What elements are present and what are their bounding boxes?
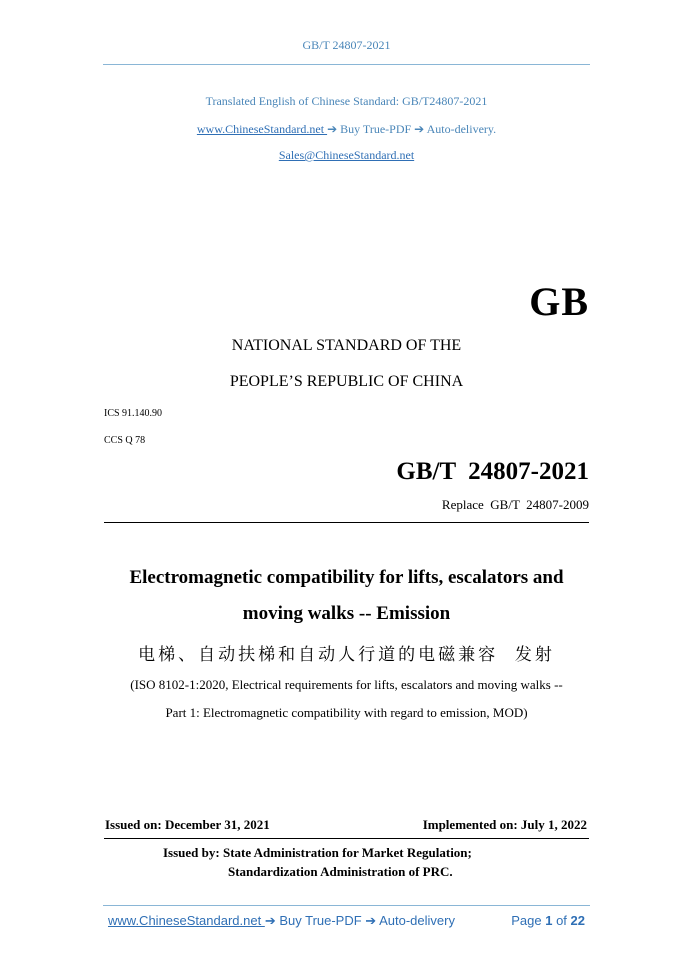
chinese-title: 电梯、自动扶梯和自动人行道的电磁兼容 发射 [138, 645, 555, 665]
iso-reference-line1: (ISO 8102-1:2020, Electrical requirements for lifts, escalators and moving walks -- [130, 677, 563, 692]
page-label: Page [511, 913, 546, 928]
arrow-icon: ➔ [365, 913, 377, 928]
purchase-line [0, 122, 693, 137]
gb-logo: GB [529, 279, 589, 324]
translation-notice: Translated English of Chinese Standard: GB/T24807-2021 [205, 94, 488, 108]
issuer-line1: Issued by: State Administration for Market Regulation; [163, 845, 472, 860]
dates-rule [104, 838, 589, 839]
ccs-code: CCS Q 78 [104, 435, 146, 446]
buy-text: Buy True-PDF [337, 122, 415, 136]
footer-site-link[interactable]: www.ChineseStandard.net [108, 913, 265, 928]
title-rule [104, 522, 589, 523]
of-label: of [552, 913, 571, 928]
implemented-date: Implemented on: July 1, 2022 [422, 817, 587, 832]
arrow-icon: ➔ [414, 122, 425, 136]
footer-purchase-line [108, 913, 455, 929]
replace-note: Replace GB/T 24807-2009 [441, 497, 589, 512]
footer-buy-text: Buy True-PDF [275, 913, 366, 928]
ics-code: ICS 91.140.90 [104, 408, 163, 419]
standard-number: GB/T 24807-2021 [396, 458, 589, 485]
page-indicator [511, 913, 585, 928]
issuer-line2: Standardization Administration of PRC. [228, 864, 453, 879]
document-title-line2: moving walks -- Emission [242, 603, 451, 624]
arrow-icon: ➔ [264, 913, 276, 928]
national-standard-line2: PEOPLE’S REPUBLIC OF CHINA [229, 373, 464, 390]
email-link[interactable]: Sales@ChineseStandard.net [278, 148, 415, 162]
iso-reference-line2: Part 1: Electromagnetic compatibility with regard to emission, MOD) [165, 705, 528, 720]
document-title-line1: Electromagnetic compatibility for lifts, escalators and [129, 567, 564, 588]
auto-delivery-text: Auto-delivery. [424, 122, 497, 136]
page-total: 22 [570, 913, 585, 928]
email-line [0, 148, 693, 163]
page-number: 1 [545, 913, 553, 928]
arrow-icon: ➔ [327, 122, 338, 136]
header-code: GB/T 24807-2021 [302, 38, 391, 52]
site-link[interactable]: www.ChineseStandard.net [196, 122, 328, 136]
footer-rule [103, 905, 590, 906]
issued-date: Issued on: December 31, 2021 [105, 817, 270, 832]
header-rule [103, 64, 590, 65]
national-standard-line1: NATIONAL STANDARD OF THE [231, 337, 462, 354]
footer-auto-delivery-text: Auto-delivery [376, 913, 455, 928]
